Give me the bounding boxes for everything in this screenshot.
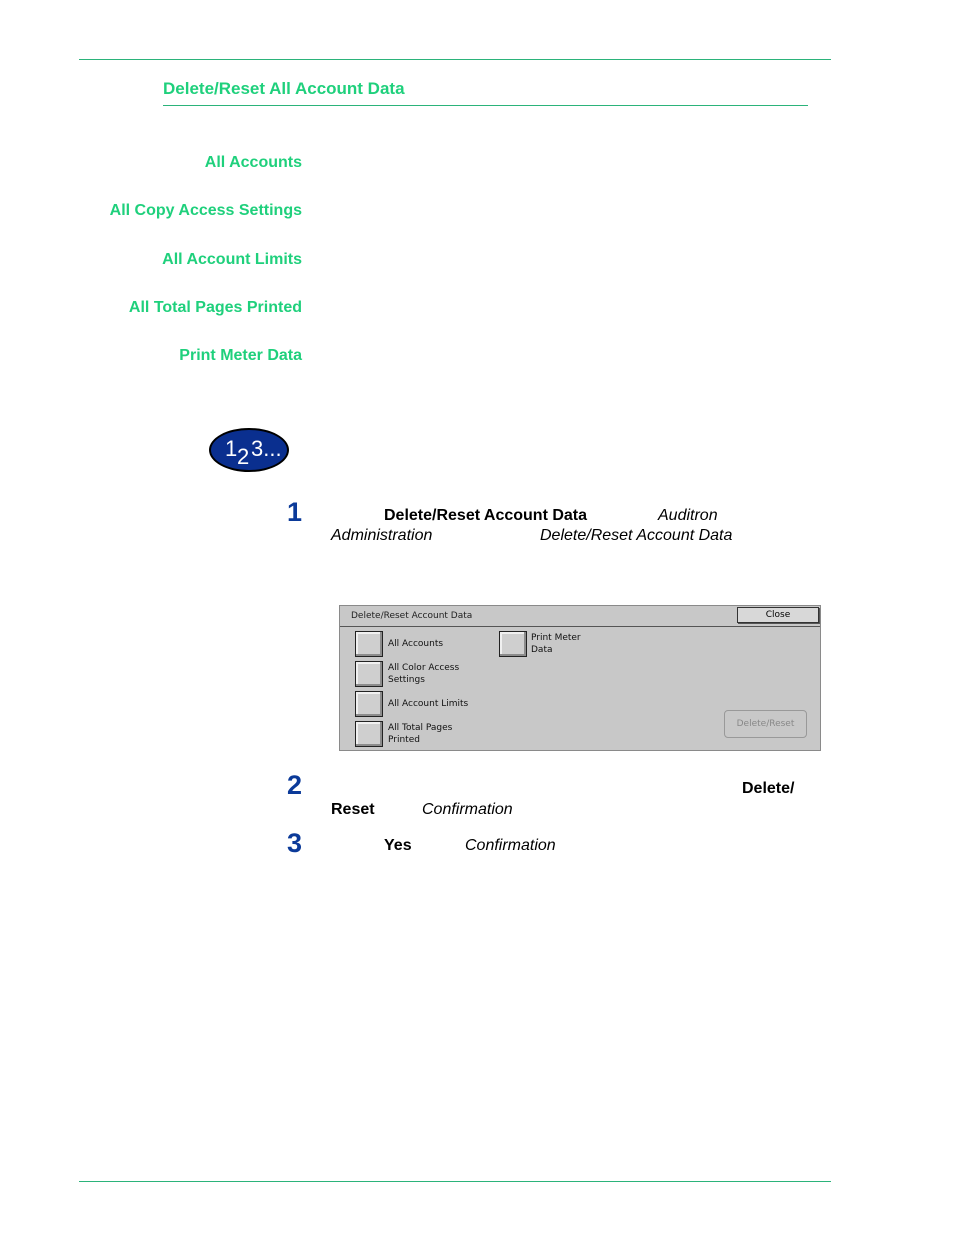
step3-bold-yes: Yes: [384, 837, 412, 854]
print-meter-data-label: Print Meter Data: [531, 633, 581, 655]
all-total-pages-button[interactable]: [355, 721, 383, 747]
step3-italic-confirmation: Confirmation: [465, 837, 556, 854]
top-rule: [79, 59, 831, 60]
delete-reset-button[interactable]: Delete/Reset: [724, 710, 807, 738]
side-label-total-pages: All Total Pages Printed: [128, 299, 302, 316]
step2-bold-delete: Delete/: [742, 780, 795, 797]
step-number-2: 2: [287, 770, 303, 800]
step1-italic-administration: Administration: [331, 527, 433, 544]
side-label-account-limits: All Account Limits: [162, 251, 302, 268]
side-label-all-accounts: All Accounts: [204, 154, 302, 171]
title-underline: [163, 105, 808, 106]
side-label-print-meter: Print Meter Data: [179, 347, 302, 364]
step1-italic-auditron: Auditron: [658, 507, 718, 524]
step-number-3: 3: [287, 828, 303, 858]
screen-titlebar: [340, 606, 820, 627]
all-total-pages-label: All Total Pages Printed: [388, 723, 453, 745]
step2-bold-reset: Reset: [331, 801, 375, 818]
step-number-1: 1: [287, 497, 303, 527]
screen-title: Delete/Reset Account Data: [351, 611, 473, 621]
step1-bold: Delete/Reset Account Data: [384, 507, 588, 524]
print-meter-data-button[interactable]: [499, 631, 527, 657]
close-button[interactable]: Close: [737, 607, 819, 623]
side-label-copy-access: All Copy Access Settings: [109, 202, 302, 219]
delete-reset-screen: [339, 605, 821, 751]
step1-italic-screen-name: Delete/Reset Account Data: [540, 527, 733, 544]
all-color-access-button[interactable]: [355, 661, 383, 687]
bottom-rule: [79, 1181, 831, 1182]
section-title: Delete/Reset All Account Data: [163, 79, 405, 98]
step2-italic-confirmation: Confirmation: [422, 801, 513, 818]
all-accounts-button[interactable]: [355, 631, 383, 657]
all-color-access-label: All Color Access Settings: [388, 663, 460, 685]
steps-badge-icon: 1 2 3...: [209, 428, 289, 472]
all-accounts-label: All Accounts: [388, 639, 444, 649]
all-account-limits-label: All Account Limits: [388, 699, 469, 709]
all-account-limits-button[interactable]: [355, 691, 383, 717]
